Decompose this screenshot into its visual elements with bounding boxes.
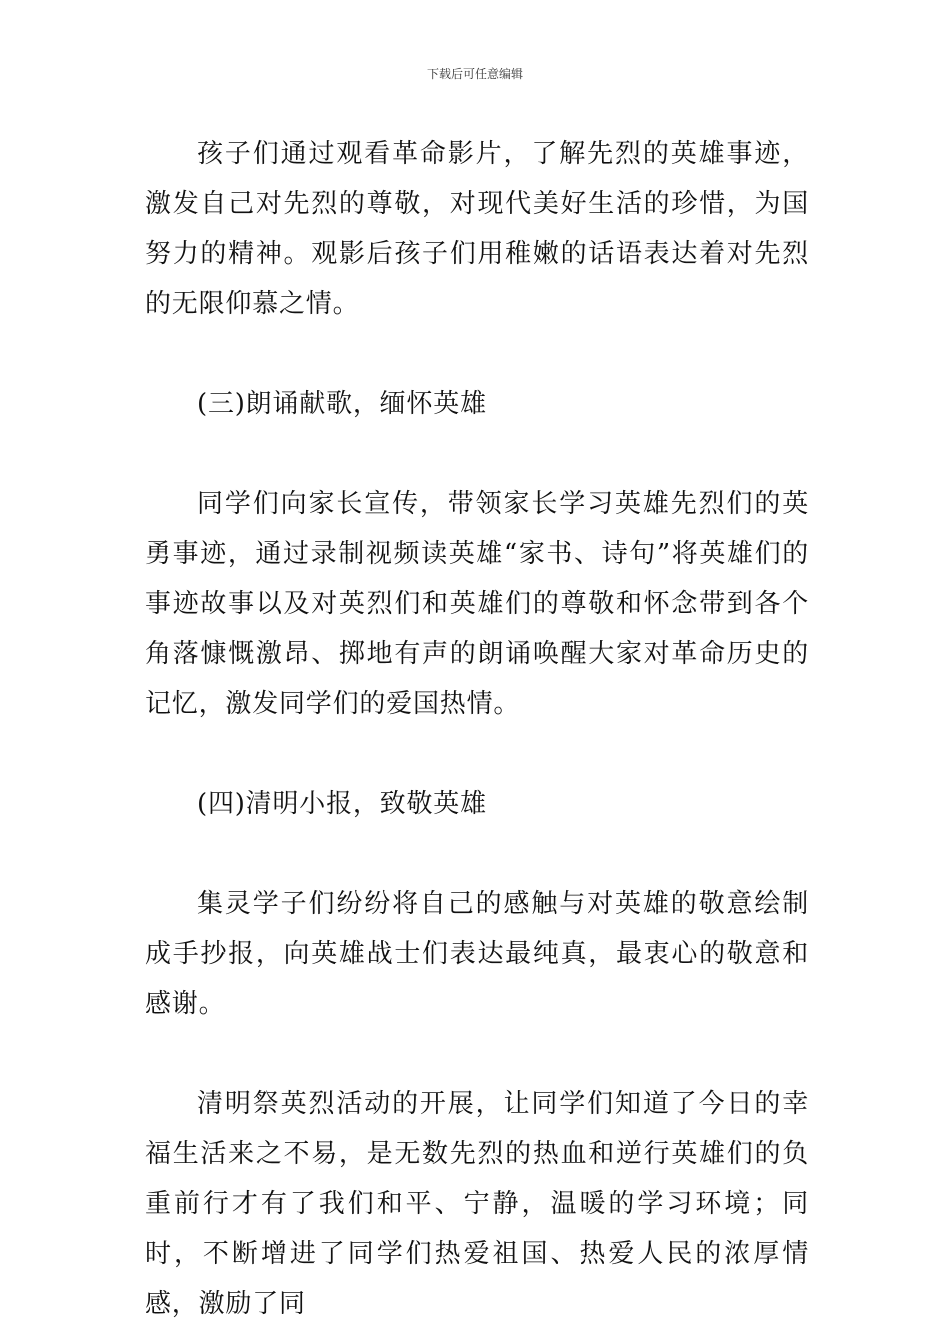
paragraph-revolutionary-films: 孩子们通过观看革命影片，了解先烈的英雄事迹，激发自己对先烈的尊敬，对现代美好生活的珍惜，为国努力的精神。观影后孩子们用稚嫩的话语表达着对先烈的无限仰慕之情。 (145, 139, 809, 319)
paragraph-spacer (145, 329, 809, 379)
paragraph-spacer (145, 1029, 809, 1079)
paragraph-spacer (145, 729, 809, 779)
paragraph-spacer (145, 829, 809, 879)
paragraph-recitation: 同学们向家长宣传，带领家长学习英雄先烈们的英勇事迹，通过录制视频读英雄“家书、诗句”将英雄们的事迹故事以及对英烈们和英雄们的尊敬和怀念带到各个角落慷慨激昂、掷地有声的朗诵唤醒大家对革命历史的记忆，激发同学们的爱国热情。 (145, 489, 809, 719)
page-header: 下载后可任意编辑 (426, 67, 523, 81)
section-heading-tabloid: (四)清明小报，致敬英雄 (197, 789, 487, 819)
section-heading-recitation: (三)朗诵献歌，缅怀英雄 (197, 389, 487, 419)
paragraph-spacer (145, 429, 809, 479)
document-body (145, 129, 809, 1329)
paragraph-handmade-tabloid: 集灵学子们纷纷将自己的感触与对英雄的敬意绘制成手抄报，向英雄战士们表达最纯真，最衷心的敬意和感谢。 (145, 889, 809, 1019)
paragraph-conclusion: 清明祭英烈活动的开展，让同学们知道了今日的幸福生活来之不易，是无数先烈的热血和逆行英雄们的负重前行才有了我们和平、宁静，温暖的学习环境；同时，不断增进了同学们热爱祖国、热爱人民的浓厚情感，激励了同 (145, 1089, 809, 1319)
